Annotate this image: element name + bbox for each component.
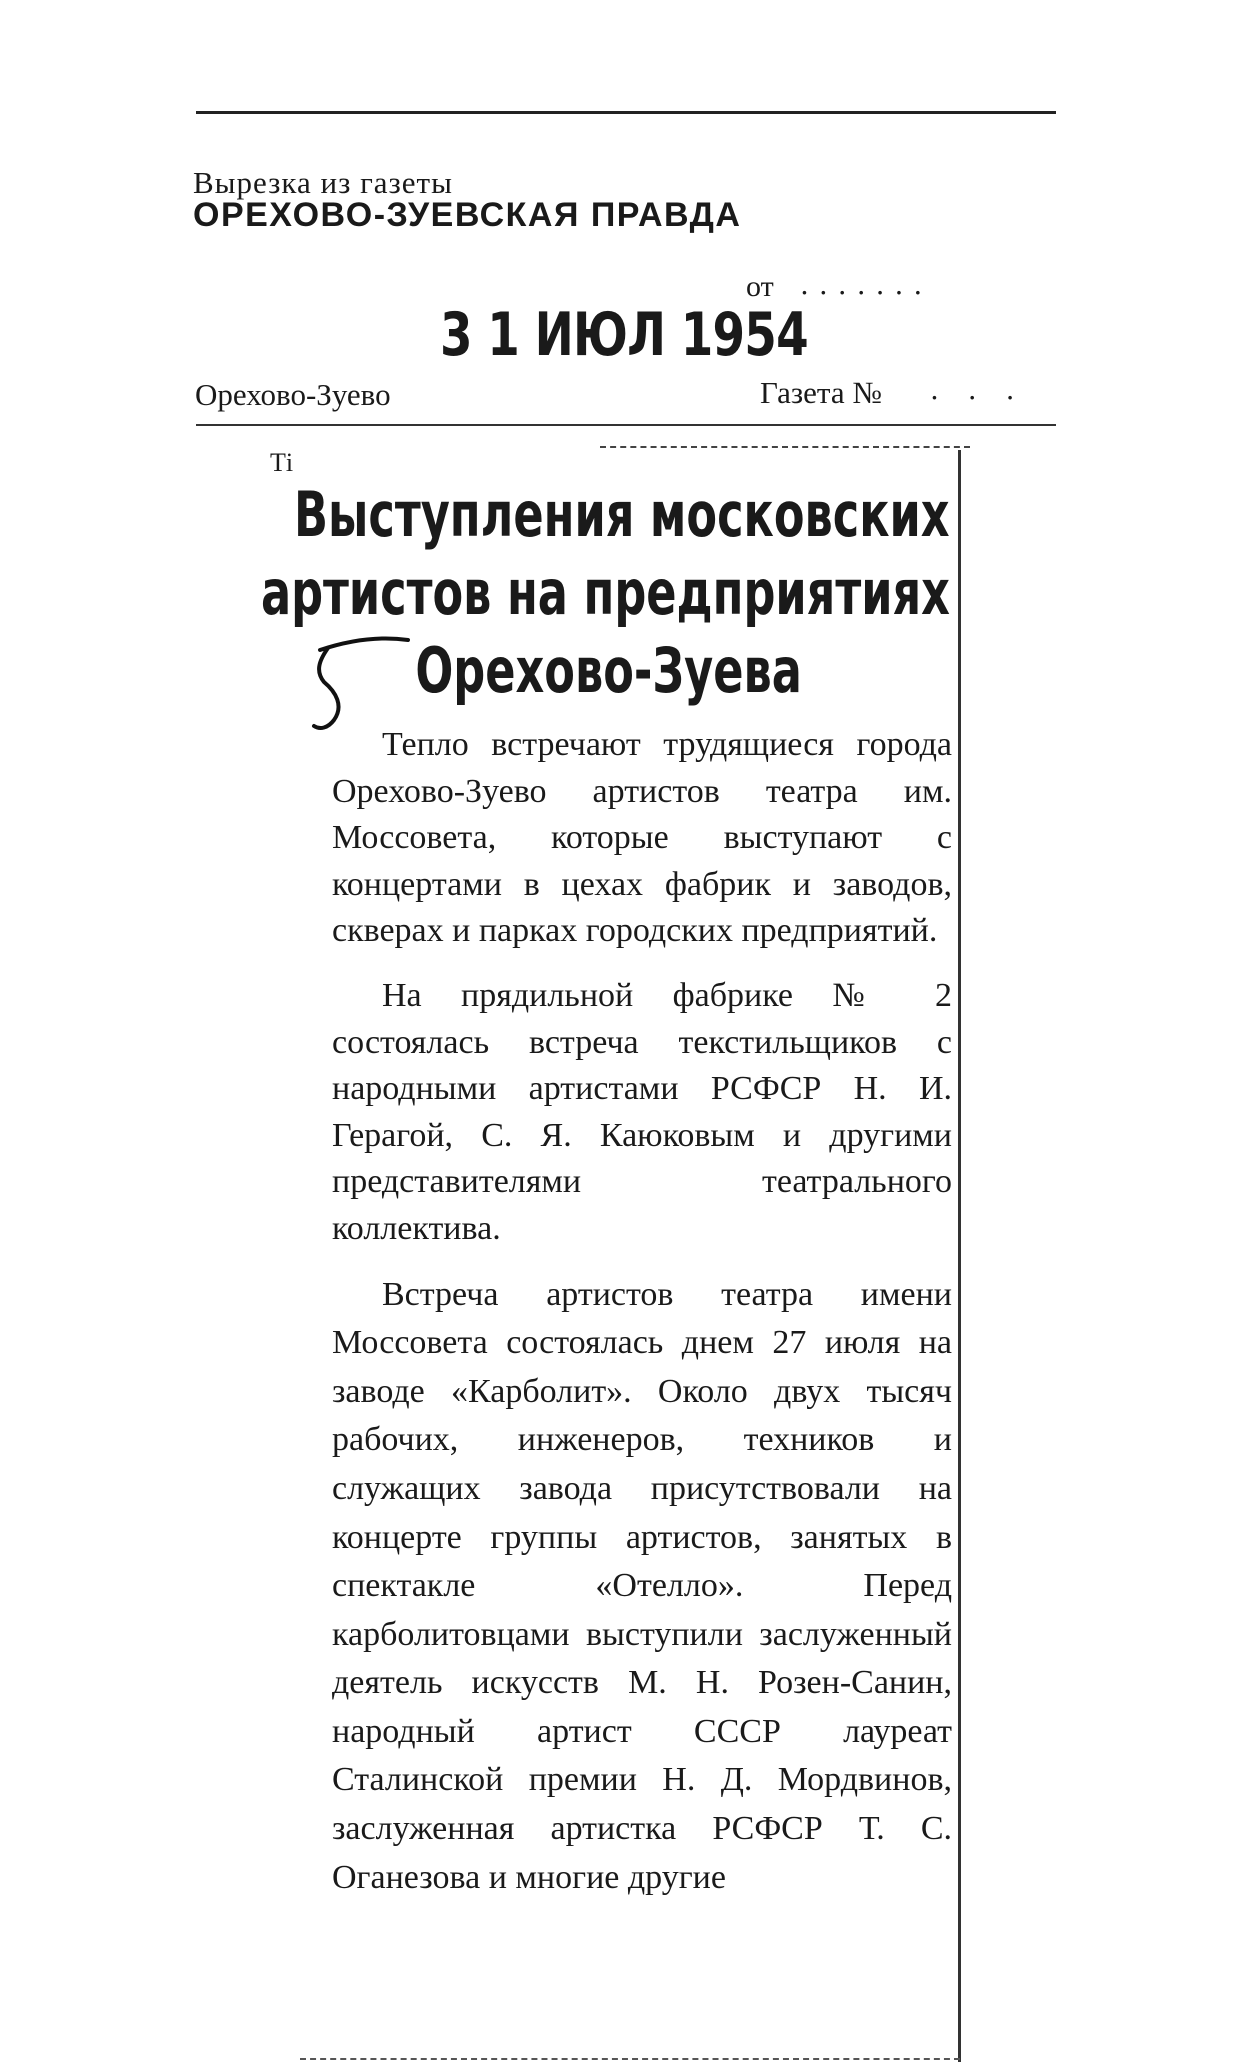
clipping-label: Вырезка из газеты xyxy=(193,165,453,200)
column-top-rule xyxy=(600,446,970,448)
date-stamp: 3 1 ИЮЛ 1954 xyxy=(440,300,808,370)
headline-line-3: Орехово-Зуева xyxy=(415,634,802,707)
headline-line-1: Выступления московских xyxy=(294,478,950,551)
article-paragraph-1: Тепло встречают трудящиеся города Орехово-Зуево артистов театра им. Моссовета, которые выступают с концертами в цехах фабрик и заводов, скверах и парках городских предприятий. xyxy=(332,726,952,950)
top-left-fragment: Ті xyxy=(270,448,294,477)
article-body xyxy=(332,722,952,1920)
from-label: от xyxy=(746,270,774,303)
newspaper-name: ОРЕХОВО-ЗУЕВСКАЯ ПРАВДА xyxy=(193,196,742,234)
issue-dots: . . . xyxy=(930,373,1025,406)
city-label: Орехово-Зуево xyxy=(195,377,391,412)
article-headline xyxy=(260,478,950,707)
column-bottom-rule xyxy=(300,2058,960,2060)
column-right-rule xyxy=(958,450,961,2062)
article-paragraph-3: Встреча артистов театра имени Моссовета состоялась днем 27 июля на заводе «Карболит». Около двух тысяч рабочих, инженеров, техников и служащих завода присутствовали на концерте группы артистов, занятых в спектакле «Отелло». Перед карболитовцами выступили заслуженный деятель искусств М. Н. Розен-Санин, народный артист СССР лауреат Сталинской премии Н. Д. Мордвинов, заслуженная артистка РСФСР Т. С. Оганезова и многие другие xyxy=(332,1275,952,1896)
from-dots: ....... xyxy=(800,268,933,301)
article-paragraph-2: На прядильной фабрике № 2 состоялась встреча текстильщиков с народными артистами РСФСР Н. И. Герагой, С. Я. Каюковым и другими представителями театрального коллектива. xyxy=(332,976,952,1247)
headline-line-2: артистов на предприятиях xyxy=(260,556,950,629)
issue-label: Газета № xyxy=(760,375,882,410)
header-rule xyxy=(196,424,1056,426)
top-rule xyxy=(196,111,1056,114)
